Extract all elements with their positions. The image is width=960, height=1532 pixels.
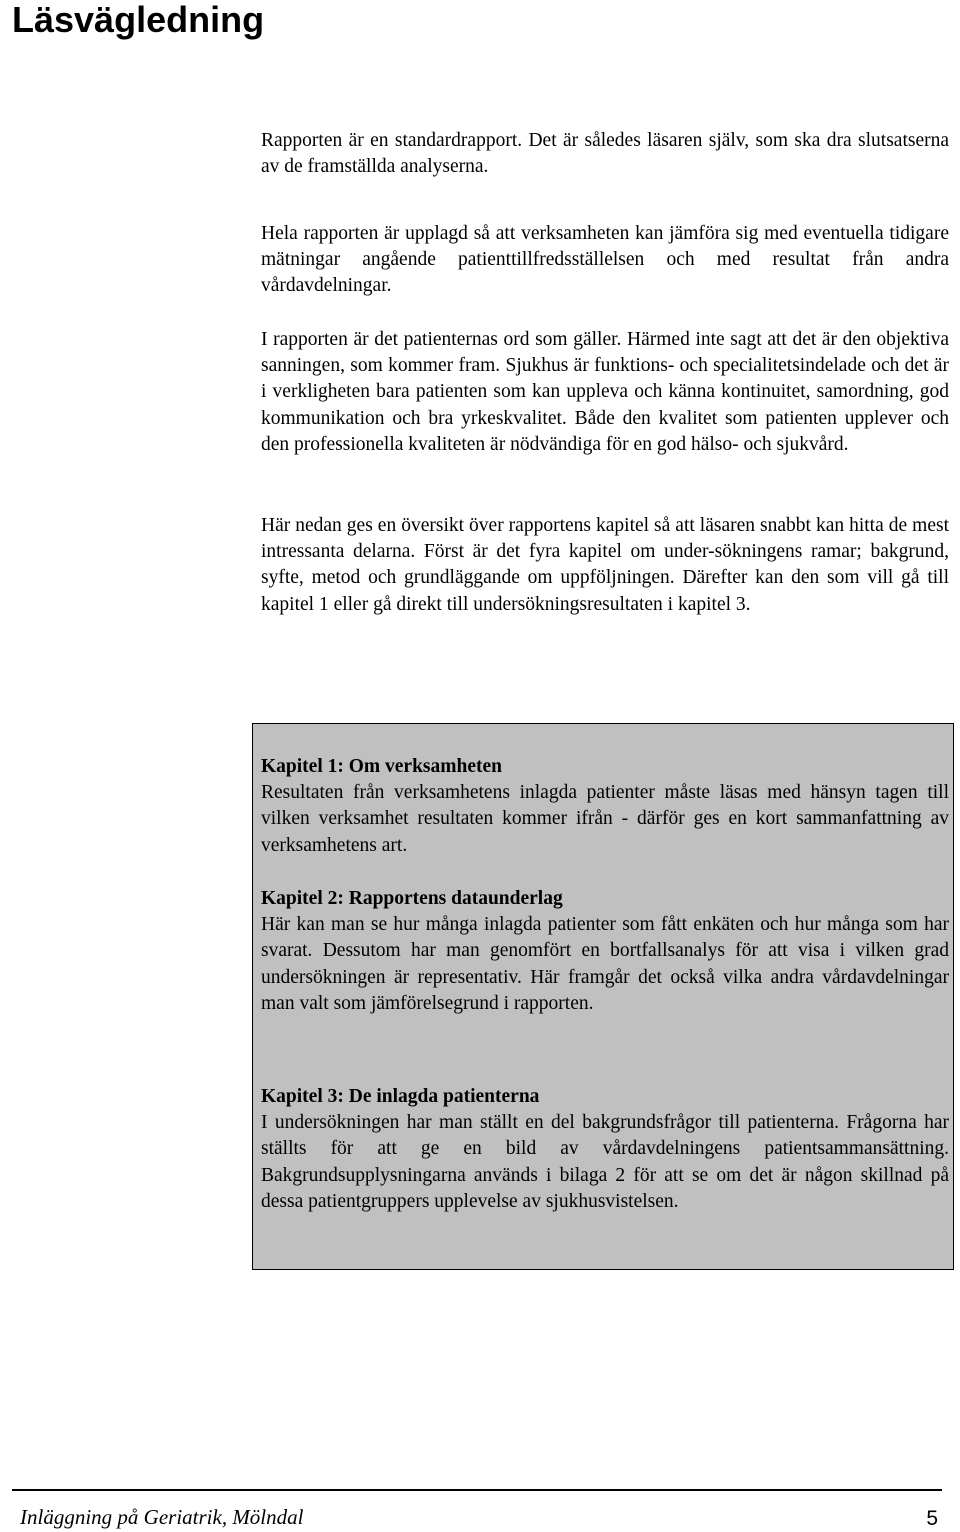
chapter-1-body: Resultaten från verksamhetens inlagda patienter måste läsas med hänsyn tagen till vilken verksamhet resultaten kommer ifrån - därför ges en kort sammanfattning av verksamhetens art. [261,782,949,856]
intro-paragraph: Rapporten är en standardrapport. Det är således läsaren själv, som ska dra slutsatserna av de framställda analyserna. [261,130,949,178]
footer-title: Inläggning på Geriatrik, Mölndal [20,1505,304,1529]
chapter-2-heading: Kapitel 2: Rapportens dataunderlag [261,888,563,909]
chapter-2-section [261,886,949,1017]
chapter-3-body: I undersökningen har man ställt en del bakgrundsfrågor till patienterna. Frågorna har ställts för att ge en bild av vårdavdelningens patientsammansättning. Bakgrundsupplysningarna används i bilaga 2 för att se om det är någon skillnad på dessa patientgruppers upplevelse av sjukhusvistelsen. [261,1112,949,1212]
patient-voice-paragraph: I rapporten är det patienternas ord som gäller. Härmed inte sagt att det är den objektiva sanningen, som kommer fram. Sjukhus är funktions- och specialitetsindelade och det är i verkligheten bara patienten som kan uppleva och känna kontinuitet, samordning, god kommunikation och bra yrkeskvalitet. Både den kvalitet som patienten upplever och den professionella kvaliteten är nödvändiga för en god hälso- och sjukvård. [261,329,949,455]
overview-paragraph: Här nedan ges en översikt över rapportens kapitel så att läsaren snabbt kan hitta de mest intressanta delarna. Först är det fyra kapitel om under-sökningens ramar; bakgrund, syfte, metod och grundläggande om uppföljningen. Därefter kan den som vill gå till kapitel 1 eller gå direkt till undersökningsresultaten i kapitel 3. [261,515,949,615]
footer-divider [12,1489,942,1491]
chapter-1-section [261,754,949,859]
chapter-2-body: Här kan man se hur många inlagda patienter som fått enkäten och hur många som har svarat. Dessutom har man genomfört en bortfallsanalys för att visa i vilken grad undersökningen är representativ. Här framgår det också vilka andra vårdavdelningar man valt som jämförelsegrund i rapporten. [261,914,949,1014]
chapter-overview-box [252,723,954,1270]
chapter-3-section [261,1084,949,1215]
page-title: Läsvägledning [12,0,265,40]
structure-paragraph: Hela rapporten är upplagd så att verksamheten kan jämföra sig med eventuella tidigare mätningar angående patienttillfredsställelsen och med resultat från andra vårdavdelningar. [261,223,949,297]
chapter-1-heading: Kapitel 1: Om verksamheten [261,756,503,777]
chapter-3-heading: Kapitel 3: De inlagda patienterna [261,1086,540,1107]
page-number: 5 [926,1507,938,1530]
